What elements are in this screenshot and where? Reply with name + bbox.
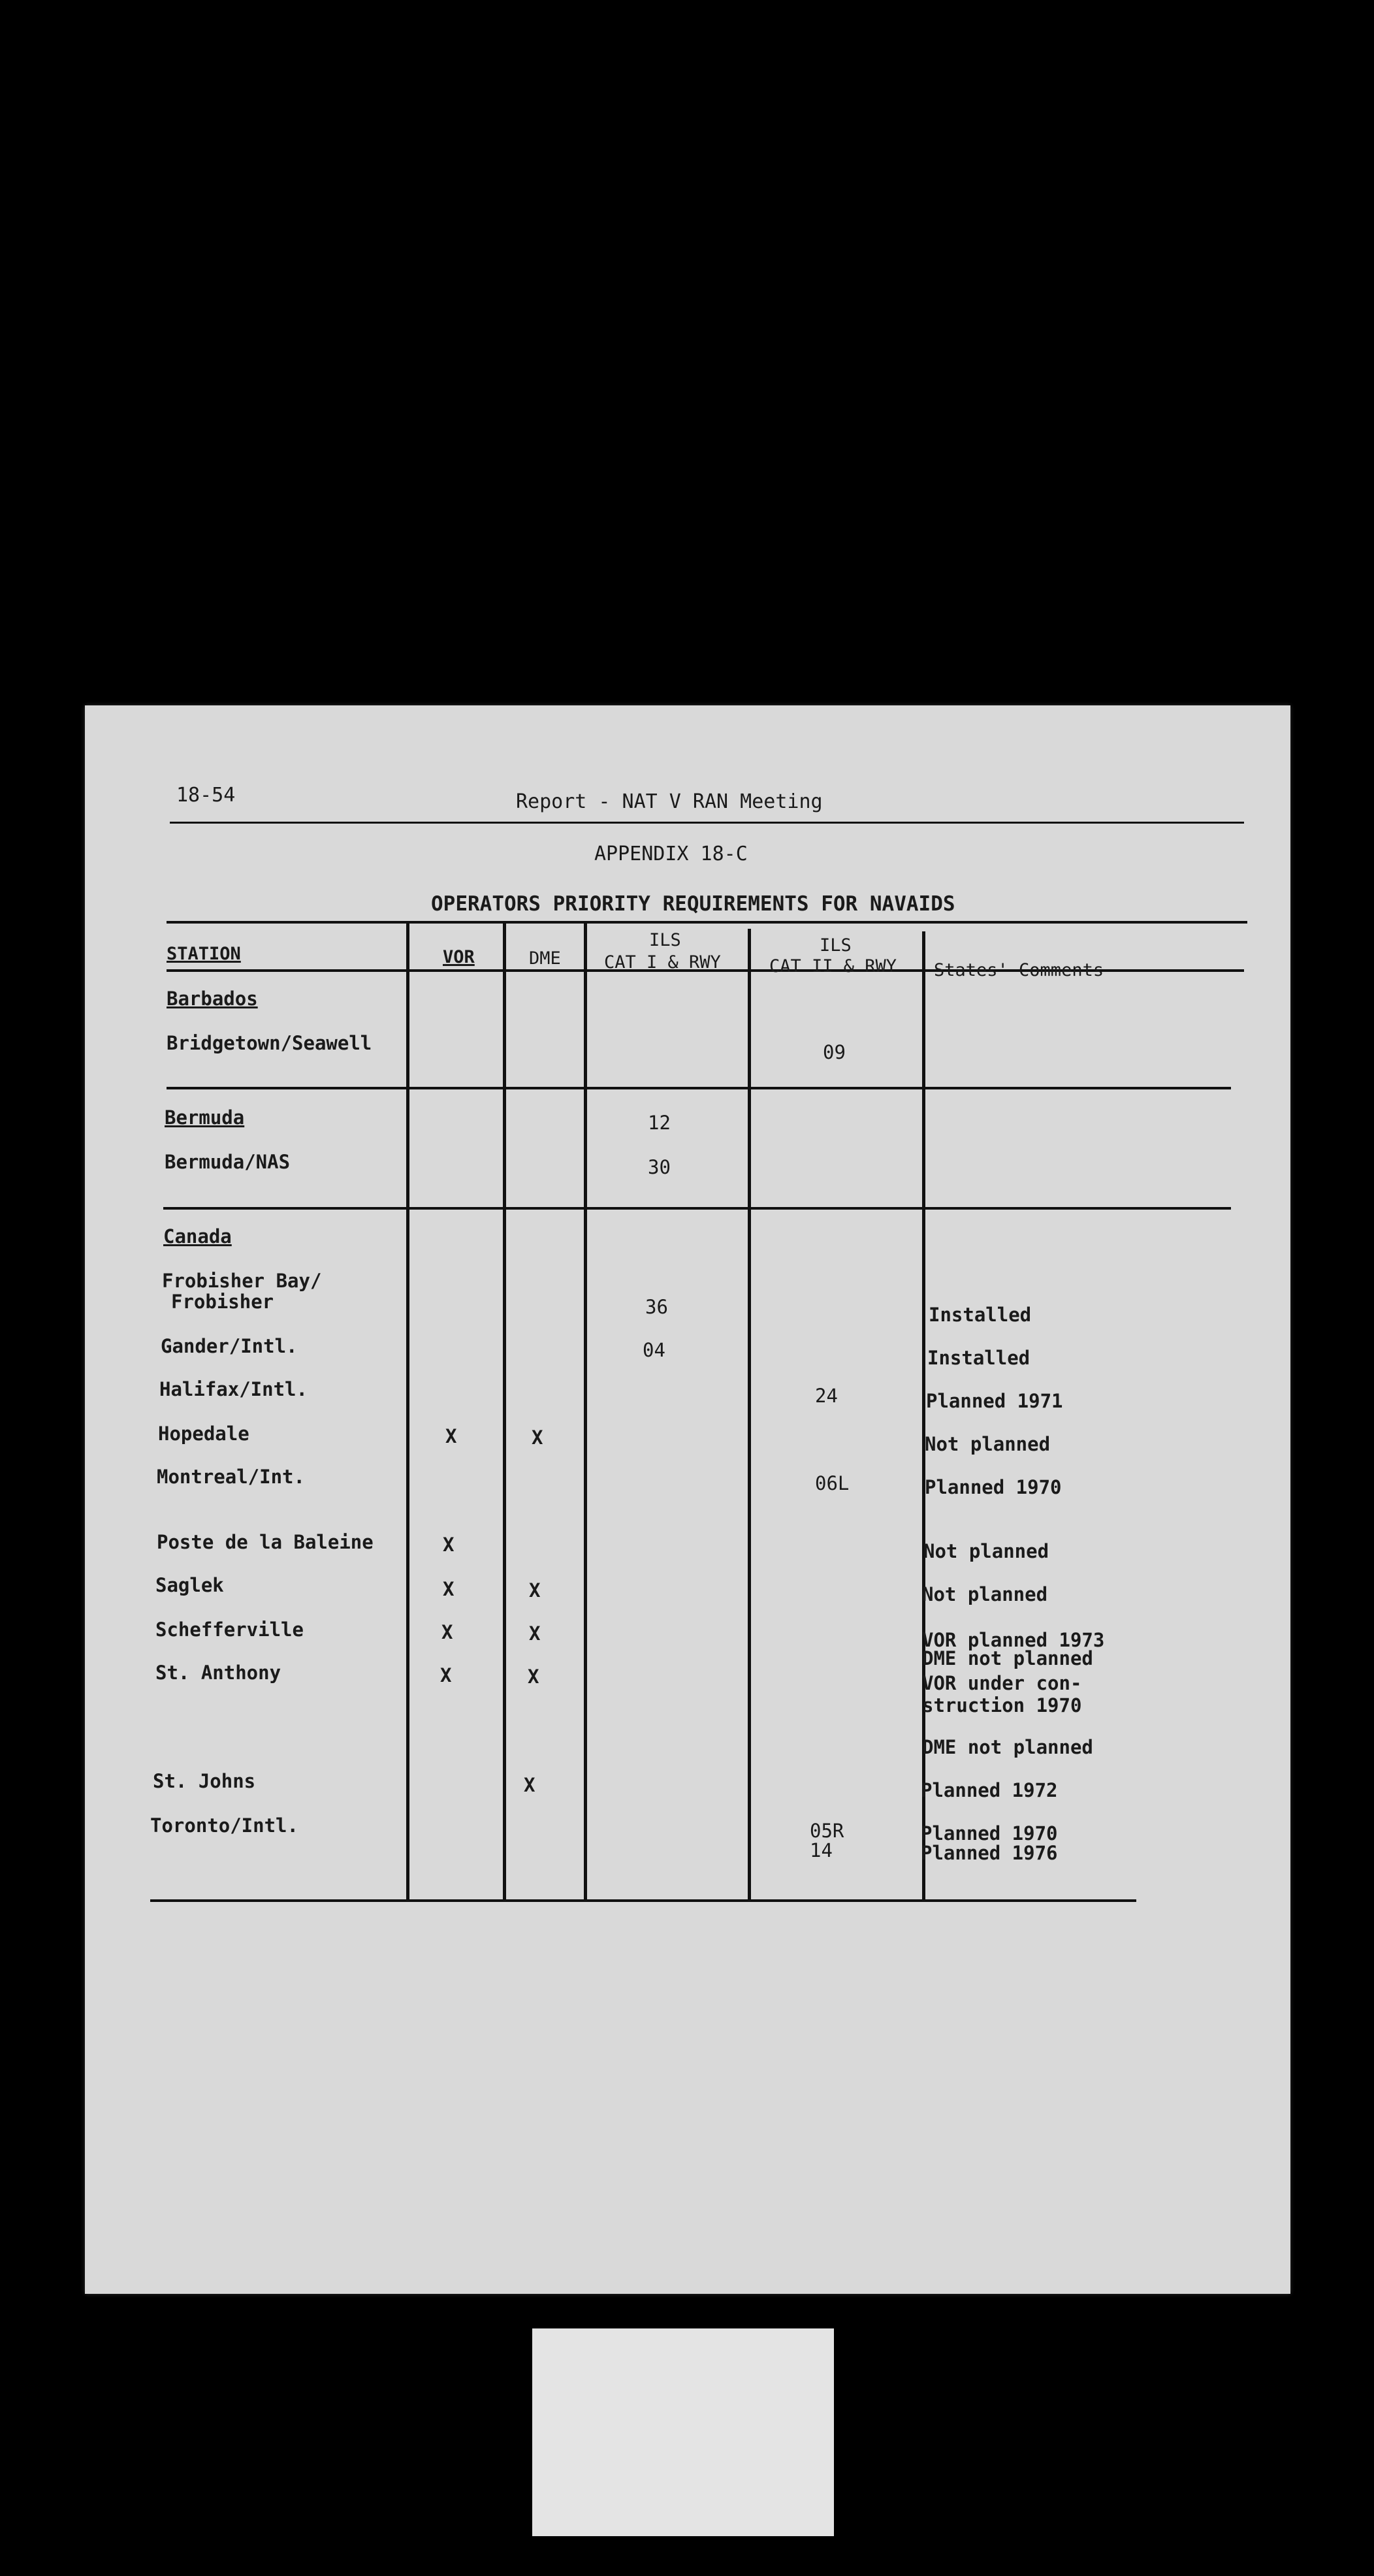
header-ils2-top: ILS bbox=[820, 935, 852, 956]
header-dme: DME bbox=[529, 948, 561, 969]
comment-cell-continued: DME not planned bbox=[922, 1647, 1093, 1669]
comment-cell: Planned 1970 bbox=[925, 1476, 1062, 1498]
vor-cell: X bbox=[445, 1425, 457, 1447]
group-bermuda: Bermuda bbox=[165, 1106, 245, 1129]
ils2-cell: 05R bbox=[810, 1820, 844, 1842]
station-cell: Toronto/Intl. bbox=[150, 1814, 298, 1837]
ils2-cell: 24 bbox=[815, 1385, 838, 1407]
station-cell: Halifax/Intl. bbox=[159, 1378, 308, 1400]
group-barbados: Barbados bbox=[167, 988, 258, 1010]
running-header: Report - NAT V RAN Meeting bbox=[516, 790, 823, 813]
group-rule-2 bbox=[163, 1207, 1231, 1210]
header-station: STATION bbox=[167, 944, 241, 964]
ils2-cell: 06L bbox=[815, 1472, 850, 1494]
group-canada: Canada bbox=[163, 1225, 232, 1248]
comment-cell: Installed bbox=[929, 1304, 1032, 1326]
vor-cell: X bbox=[441, 1621, 453, 1643]
station-cell: Hopedale bbox=[158, 1423, 249, 1445]
dme-cell: X bbox=[524, 1774, 535, 1796]
header-comments: States' Comments bbox=[934, 960, 1104, 980]
blank-card bbox=[532, 2328, 834, 2536]
comment-cell: Not planned bbox=[922, 1583, 1048, 1605]
ils2-cell: 09 bbox=[823, 1041, 846, 1063]
station-cell: Bridgetown/Seawell bbox=[167, 1032, 372, 1054]
header-ils1-top: ILS bbox=[649, 930, 681, 950]
station-cell: St. Anthony bbox=[155, 1662, 281, 1684]
dme-cell: X bbox=[529, 1579, 541, 1602]
comment-cell: VOR under con- bbox=[922, 1672, 1082, 1694]
col-rule-ils2 bbox=[748, 929, 751, 1901]
ils1-cell: 12 bbox=[648, 1112, 671, 1134]
comment-cell: Planned 1970 bbox=[921, 1822, 1058, 1844]
col-rule-dme bbox=[503, 922, 506, 1901]
ils1-cell: 04 bbox=[643, 1339, 665, 1361]
station-cell: Montreal/Int. bbox=[157, 1466, 305, 1488]
comment-cell: Planned 1972 bbox=[921, 1779, 1058, 1801]
header-ils1-bottom: CAT I & RWY bbox=[604, 952, 721, 973]
comment-cell: Not planned bbox=[923, 1540, 1049, 1562]
header-vor: VOR bbox=[443, 947, 475, 967]
table-top-rule bbox=[167, 921, 1247, 924]
station-cell: Poste de la Baleine bbox=[157, 1531, 374, 1553]
header-rule bbox=[170, 822, 1244, 824]
comment-cell-continued: struction 1970 bbox=[922, 1694, 1082, 1716]
dme-cell: X bbox=[529, 1622, 541, 1645]
ils1-cell: 30 bbox=[648, 1156, 671, 1178]
page-title: OPERATORS PRIORITY REQUIREMENTS FOR NAVAIDS bbox=[431, 892, 955, 916]
vor-cell: X bbox=[443, 1578, 455, 1600]
col-rule-ils1 bbox=[584, 922, 587, 1901]
comment-cell-continued: Planned 1976 bbox=[921, 1842, 1058, 1864]
vor-cell: X bbox=[440, 1664, 452, 1686]
table-bottom-rule bbox=[150, 1899, 1136, 1902]
dme-cell: X bbox=[532, 1426, 543, 1449]
group-rule-1 bbox=[167, 1087, 1231, 1089]
dme-cell: X bbox=[528, 1666, 539, 1688]
comment-cell: Installed bbox=[927, 1347, 1030, 1369]
page-number: 18-54 bbox=[176, 784, 236, 807]
station-cell: Saglek bbox=[155, 1574, 224, 1596]
comment-cell: Not planned bbox=[925, 1433, 1051, 1455]
station-cell: Gander/Intl. bbox=[161, 1335, 298, 1357]
comment-cell-continued: DME not planned bbox=[922, 1736, 1093, 1758]
appendix-label: APPENDIX 18-C bbox=[594, 843, 748, 865]
station-cell: St. Johns bbox=[153, 1770, 256, 1792]
comment-cell: Planned 1971 bbox=[926, 1390, 1063, 1412]
ils1-cell: 36 bbox=[645, 1296, 668, 1318]
comment-cell: VOR planned 1973 bbox=[922, 1629, 1105, 1651]
station-cell: Bermuda/NAS bbox=[165, 1151, 291, 1173]
ils2-cell-continued: 14 bbox=[810, 1839, 833, 1861]
station-cell-continued: Frobisher bbox=[171, 1291, 274, 1313]
document-page bbox=[85, 705, 1290, 2294]
header-ils2-bottom: CAT II & RWY bbox=[769, 956, 897, 976]
vor-cell: X bbox=[443, 1534, 455, 1556]
station-cell: Frobisher Bay/ bbox=[162, 1270, 322, 1292]
station-cell: Schefferville bbox=[155, 1618, 304, 1641]
col-rule-vor bbox=[406, 922, 409, 1901]
